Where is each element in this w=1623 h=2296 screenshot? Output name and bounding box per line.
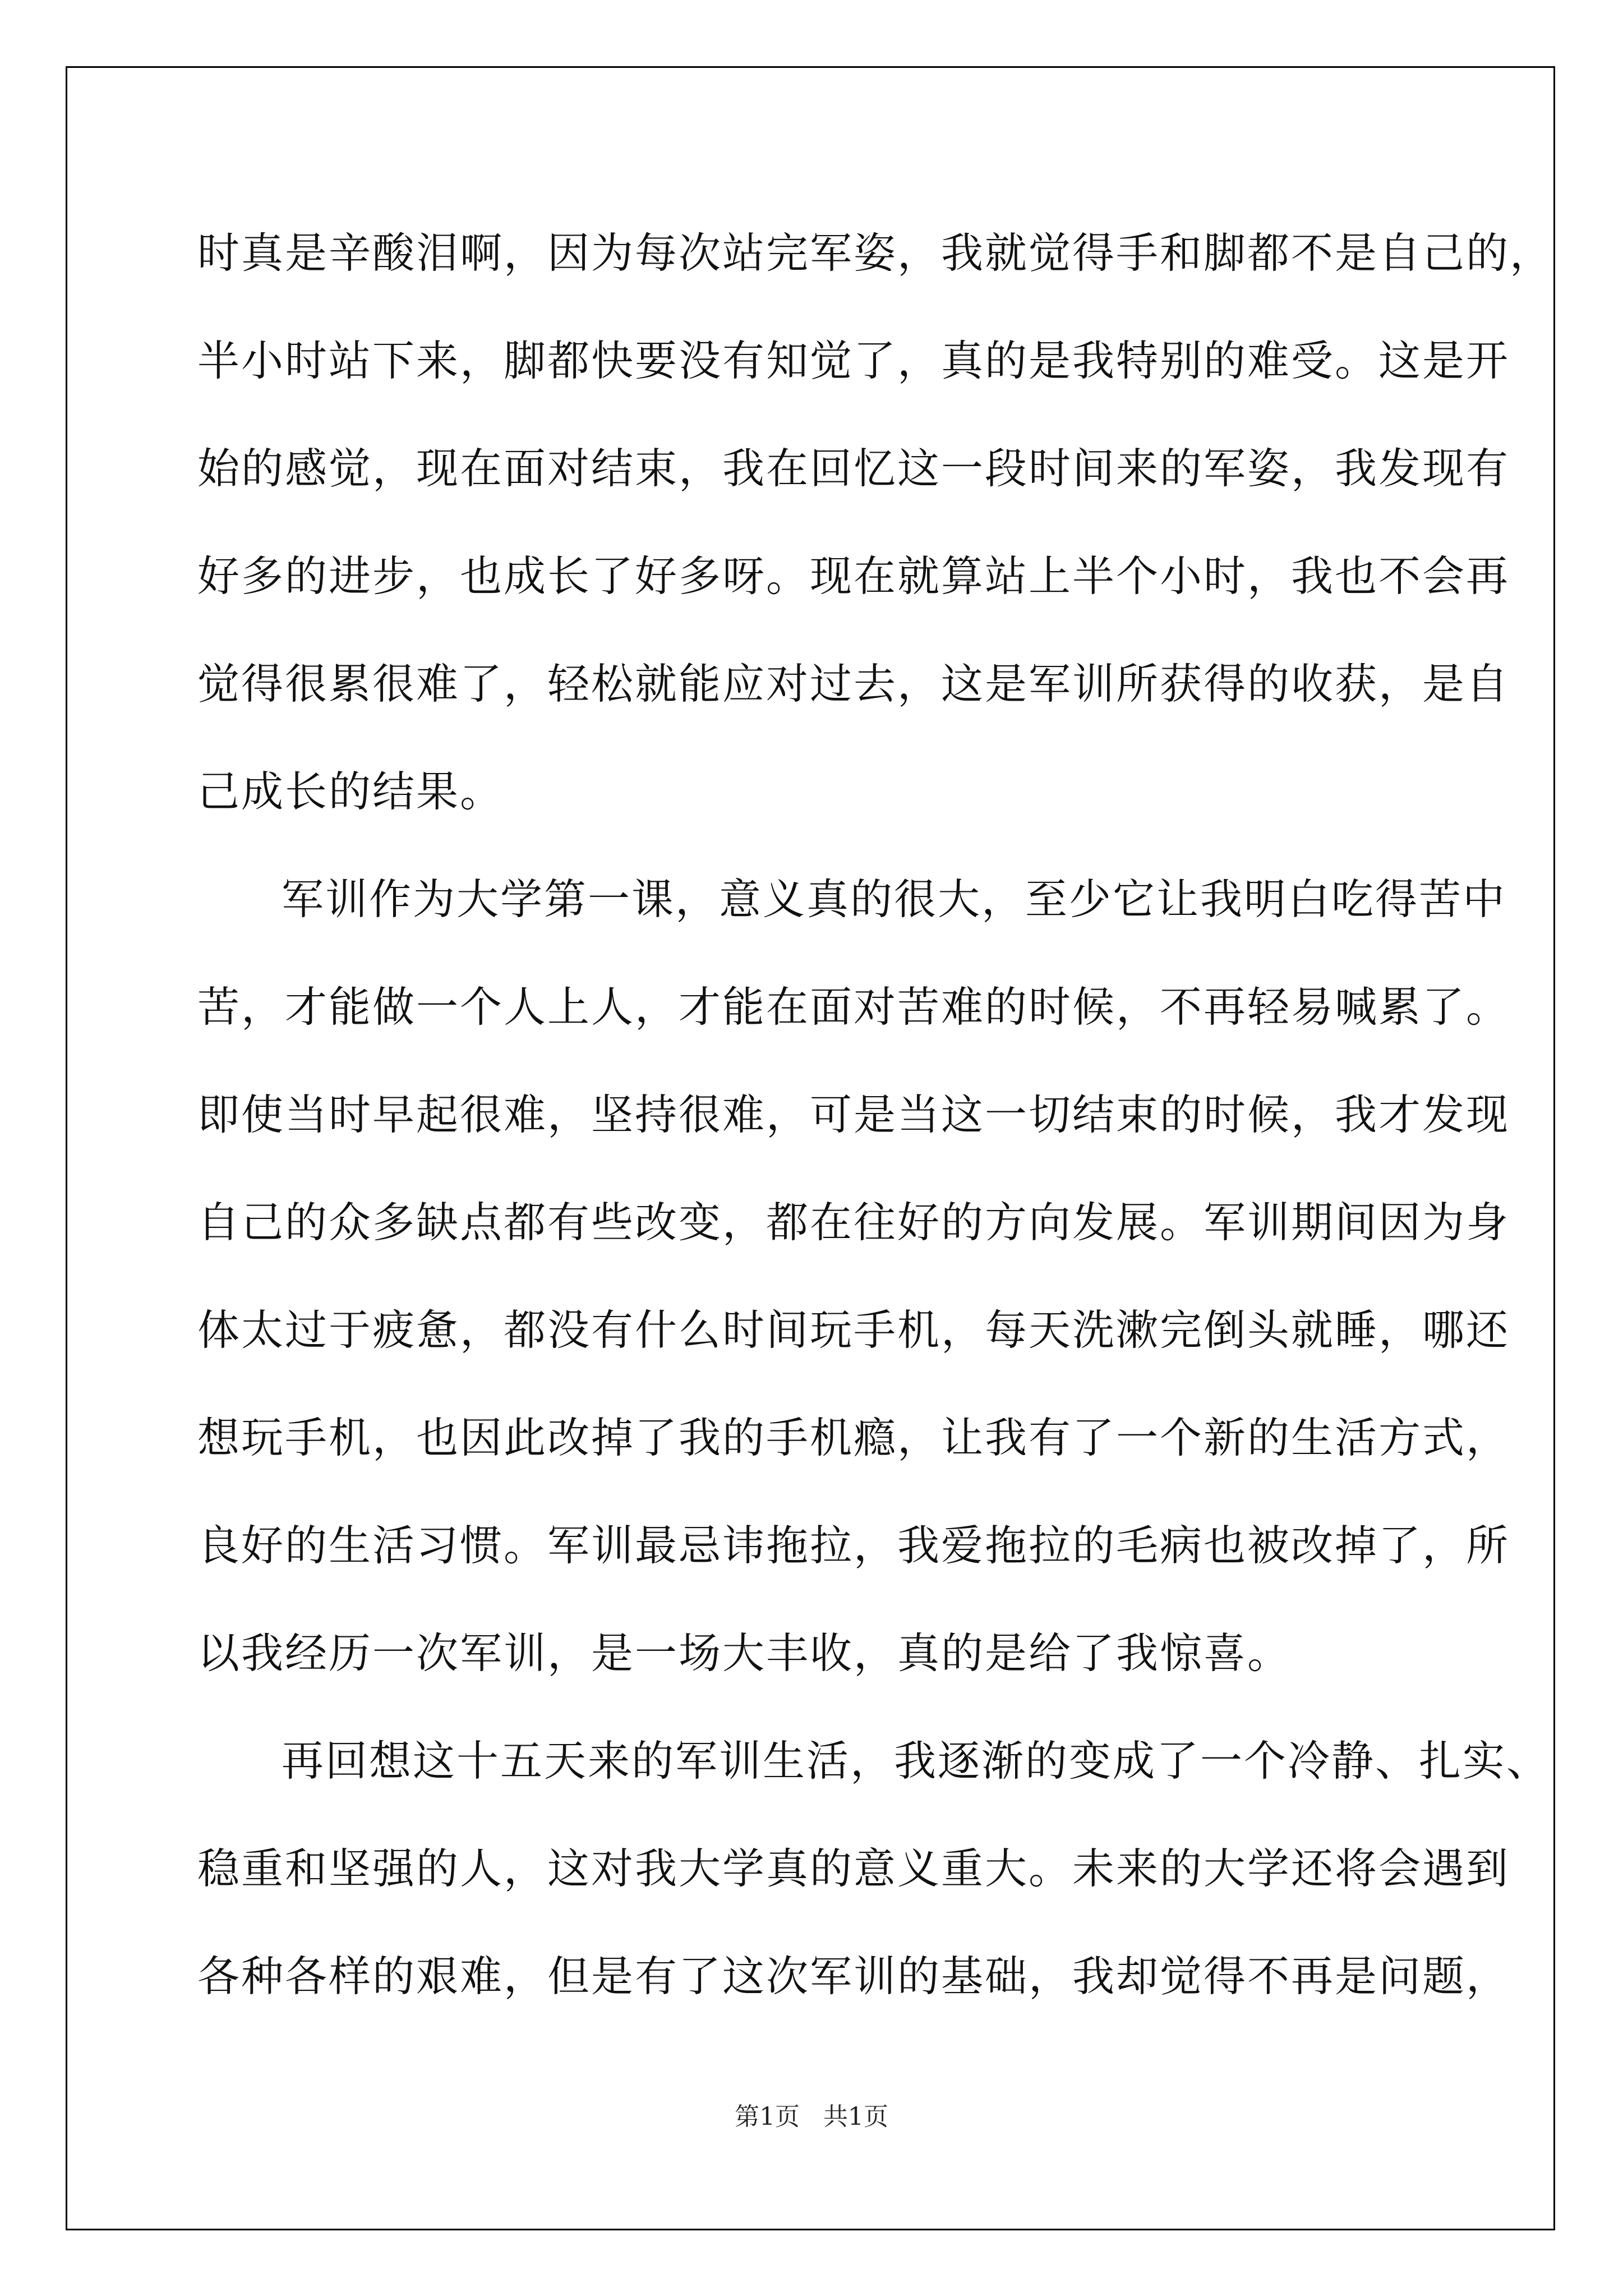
page-number-footer: 第1页 共1页 <box>735 2102 888 2131</box>
text-line: 自己的众多缺点都有些改变，都在往好的方向发展。军训期间因为身 <box>197 1198 1510 1247</box>
text-line: 体太过于疲惫，都没有什么时间玩手机，每天洗漱完倒头就睡，哪还 <box>197 1305 1510 1355</box>
text-line: 半小时站下来，脚都快要没有知觉了，真的是我特别的难受。这是开 <box>197 336 1510 385</box>
text-line: 觉得很累很难了，轻松就能应对过去，这是军训所获得的收获，是自 <box>197 659 1510 708</box>
text-line: 己成长的结果。 <box>197 767 504 816</box>
text-line: 以我经历一次军训，是一场大丰收，真的是给了我惊喜。 <box>197 1628 1292 1678</box>
paragraph-start-line: 再回想这十五天来的军训生活，我逐渐的变成了一个冷静、扎实、 <box>282 1736 1551 1786</box>
text-line: 稳重和坚强的人，这对我大学真的意义重大。未来的大学还将会遇到 <box>197 1844 1510 1893</box>
paragraph-start-line: 军训作为大学第一课，意义真的很大，至少它让我明白吃得苦中 <box>282 875 1507 924</box>
text-line: 时真是辛酸泪啊，因为每次站完军姿，我就觉得手和脚都不是自己的， <box>197 228 1554 278</box>
text-line: 各种各样的艰难，但是有了这次军训的基础，我却觉得不再是问题， <box>197 1952 1510 2001</box>
text-line: 好多的进步，也成长了好多呀。现在就算站上半个小时，我也不会再 <box>197 551 1510 601</box>
document-body <box>197 199 1554 2030</box>
text-line: 即使当时早起很难，坚持很难，可是当这一切结束的时候，我才发现 <box>197 1090 1510 1139</box>
text-line: 良好的生活习惯。军训最忌讳拖拉，我爱拖拉的毛病也被改掉了，所 <box>197 1521 1510 1570</box>
text-line: 想玩手机，也因此改掉了我的手机瘾，让我有了一个新的生活方式， <box>197 1413 1510 1462</box>
text-line: 苦，才能做一个人上人，才能在面对苦难的时候，不再轻易喊累了。 <box>197 982 1510 1032</box>
text-line: 始的感觉，现在面对结束，我在回忆这一段时间来的军姿，我发现有 <box>197 444 1510 493</box>
